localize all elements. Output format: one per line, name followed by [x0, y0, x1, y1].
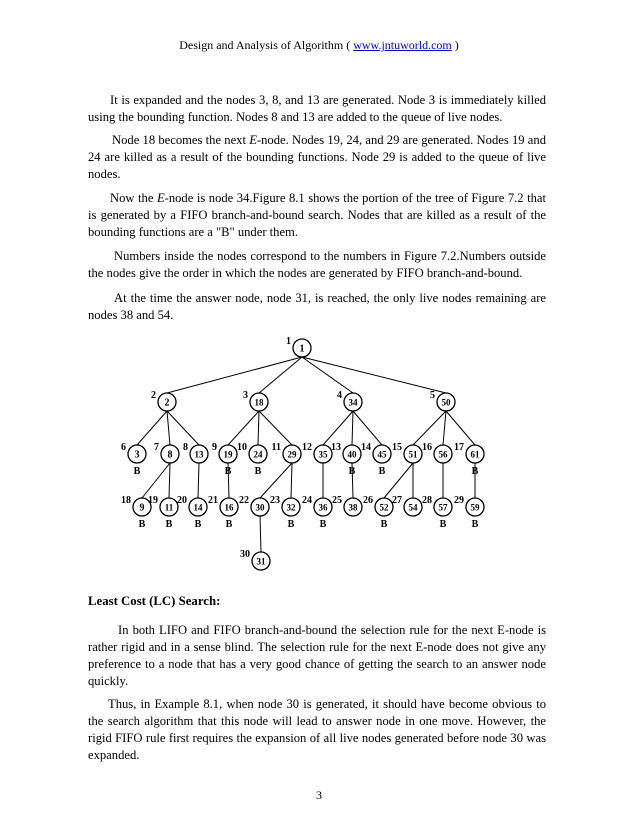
- tree-node-order: 30: [240, 549, 250, 560]
- tree-node-order: 22: [239, 495, 249, 506]
- tree-node-killed-label: B: [319, 519, 327, 530]
- tree-edge: [260, 516, 261, 552]
- tree-edge: [443, 411, 446, 445]
- tree-node-id: 18: [254, 397, 264, 408]
- tree-node-45: [361, 442, 391, 477]
- page-number: 3: [316, 788, 322, 802]
- tree-node-29: [272, 442, 301, 463]
- tree-node-order: 8: [183, 442, 188, 453]
- tree-edge: [259, 411, 292, 445]
- tree-node-9: [121, 495, 151, 530]
- tree-node-order: 2: [151, 390, 156, 401]
- tree-node-id: 24: [253, 449, 263, 460]
- tree-node-34: [337, 390, 362, 411]
- tree-node-id: 36: [318, 502, 328, 513]
- tree-node-killed-label: B: [138, 519, 146, 530]
- tree-node-order: 21: [208, 495, 218, 506]
- tree-edge: [353, 411, 382, 445]
- tree-node-51: [392, 442, 422, 463]
- tree-node-order: 25: [332, 495, 342, 506]
- tree-edge: [446, 411, 475, 445]
- tree-node-id: 56: [438, 449, 448, 460]
- paragraph-3-text-a: Now the: [110, 191, 157, 205]
- tree-node-11: [148, 495, 178, 530]
- header-link[interactable]: www.jntuworld.com: [353, 38, 452, 52]
- tree-node-14: [177, 495, 207, 530]
- tree-node-order: 16: [422, 442, 432, 453]
- tree-node-24: [237, 442, 267, 477]
- paragraph-4: Numbers inside the nodes correspond to the numbers in Figure 7.2.Numbers outside the nodes give the order in which the nodes are generated by FIFO branch-and-bound.: [88, 249, 546, 280]
- tree-node-killed-label: B: [348, 466, 356, 477]
- tree-node-order: 1: [286, 336, 291, 347]
- tree-node-id: 31: [256, 556, 266, 567]
- page-header: [0, 38, 638, 53]
- tree-node-order: 29: [454, 495, 464, 506]
- tree-edge: [302, 357, 353, 393]
- tree-edge: [167, 411, 170, 445]
- tree-node-31: [240, 549, 270, 570]
- tree-node-30: [239, 495, 269, 516]
- tree-node-id: 52: [379, 502, 389, 513]
- tree-node-57: [422, 495, 452, 530]
- tree-node-59: [454, 495, 484, 530]
- tree-edge: [142, 463, 170, 498]
- tree-edge: [384, 463, 413, 498]
- tree-node-id: 59: [470, 502, 480, 513]
- tree-node-56: [422, 442, 452, 463]
- tree-node-id: 2: [164, 397, 170, 409]
- tree-edge: [167, 357, 302, 393]
- tree-node-id: 11: [164, 502, 174, 513]
- paragraph-7: Thus, in Example 8.1, when node 30 is generated, it should have become obvious to the search algorithm that this node will lead to answer node in one move. However, the rigid FIFO rule first requires the expansion of all live nodes generated before node 30 was expanded.: [88, 697, 546, 762]
- tree-node-order: 4: [337, 390, 342, 401]
- tree-node-order: 17: [454, 442, 464, 453]
- tree-edge: [169, 463, 170, 498]
- tree-node-35: [302, 442, 332, 463]
- tree-node-killed-label: B: [471, 519, 479, 530]
- paragraph-2: [88, 132, 546, 183]
- tree-node-13: [183, 442, 208, 463]
- tree-node-16: [208, 495, 238, 530]
- fifo-tree-figure: [112, 332, 512, 572]
- tree-edge: [291, 463, 292, 498]
- tree-node-killed-label: B: [287, 519, 295, 530]
- tree-edge: [198, 463, 199, 498]
- tree-node-order: 19: [148, 495, 158, 506]
- tree-node-id: 38: [348, 502, 358, 513]
- tree-node-50: [430, 390, 455, 411]
- tree-node-id: 1: [299, 343, 305, 355]
- tree-node-killed-label: B: [254, 466, 262, 477]
- tree-node-38: [332, 495, 362, 516]
- tree-node-killed-label: B: [380, 519, 388, 530]
- tree-node-order: 13: [331, 442, 341, 453]
- tree-node-id: 61: [470, 449, 480, 460]
- paragraph-5: At the time the answer node, node 31, is reached, the only live nodes remaining are nodes 38 and 54.: [88, 291, 546, 322]
- tree-node-order: 20: [177, 495, 187, 506]
- tree-node-id: 3: [134, 449, 140, 461]
- tree-node-order: 12: [302, 442, 312, 453]
- tree-node-order: 6: [121, 442, 126, 453]
- paragraph-3-italic: E: [156, 191, 165, 205]
- tree-node-order: 7: [154, 442, 159, 453]
- tree-node-killed-label: B: [165, 519, 173, 530]
- tree-node-id: 45: [377, 449, 387, 460]
- paragraph-3: [88, 190, 546, 241]
- tree-node-id: 50: [441, 397, 451, 408]
- tree-node-id: 9: [139, 502, 145, 514]
- tree-edge: [413, 411, 446, 445]
- tree-node-order: 9: [212, 442, 217, 453]
- tree-node-killed-label: B: [439, 519, 447, 530]
- tree-node-8: [154, 442, 179, 463]
- tree-node-order: 26: [363, 495, 373, 506]
- tree-node-id: 32: [286, 502, 296, 513]
- tree-node-id: 16: [224, 502, 234, 513]
- tree-node-killed-label: B: [133, 466, 141, 477]
- tree-node-killed-label: B: [224, 466, 232, 477]
- paragraph-2-text-a: Node 18 becomes the next: [112, 133, 250, 147]
- tree-node-order: 24: [302, 495, 312, 506]
- tree-node-52: [363, 495, 393, 530]
- tree-node-id: 29: [287, 449, 297, 460]
- tree-node-id: 14: [193, 502, 203, 513]
- header-title-prefix: Design and Analysis of Algorithm (: [179, 38, 354, 52]
- section-heading: Least Cost (LC) Search:: [88, 594, 221, 608]
- tree-node-id: 40: [347, 449, 357, 460]
- tree-node-killed-label: B: [225, 519, 233, 530]
- tree-node-19: [212, 442, 237, 477]
- tree-node-order: 23: [270, 495, 280, 506]
- tree-edge: [260, 463, 292, 498]
- tree-node-40: [331, 442, 361, 477]
- tree-edge: [137, 411, 167, 445]
- tree-node-killed-label: B: [378, 466, 386, 477]
- tree-node-order: 3: [243, 390, 248, 401]
- tree-node-61: [454, 442, 484, 477]
- tree-node-32: [270, 495, 300, 530]
- tree-node-id: 54: [408, 502, 418, 513]
- tree-node-2: [151, 390, 176, 411]
- tree-node-id: 51: [408, 449, 418, 460]
- tree-edge: [323, 411, 353, 445]
- tree-edge: [302, 357, 446, 393]
- tree-node-id: 19: [223, 449, 233, 460]
- tree-edge: [167, 411, 199, 445]
- tree-edge: [228, 411, 259, 445]
- tree-node-order: 5: [430, 390, 435, 401]
- tree-node-order: 18: [121, 495, 131, 506]
- tree-node-order: 14: [361, 442, 371, 453]
- paragraph-1: It is expanded and the nodes 3, 8, and 13 are generated. Node 3 is immediately killed using the bounding function. Nodes 8 and 13 are added to the queue of live nodes.: [88, 93, 546, 124]
- tree-node-3: [121, 442, 146, 477]
- paragraph-3-text-b: -node is node 34.Figure 8.1 shows the portion of the tree of Figure 7.2 that is generated by a FIFO branch-and-bound search. Nodes that are killed as a result of the bounding functions are a "B" under them.: [88, 191, 546, 239]
- tree-edge: [258, 411, 259, 445]
- tree-node-id: 8: [167, 449, 173, 461]
- tree-node-1: [286, 336, 311, 357]
- tree-node-killed-label: B: [471, 466, 479, 477]
- tree-node-54: [392, 495, 422, 516]
- header-title-suffix: ): [451, 38, 459, 52]
- tree-node-18: [243, 390, 268, 411]
- tree-node-order: 15: [392, 442, 402, 453]
- tree-node-killed-label: B: [194, 519, 202, 530]
- tree-node-id: 57: [438, 502, 448, 513]
- paragraph-2-italic: E: [249, 133, 257, 147]
- tree-node-order: 28: [422, 495, 432, 506]
- tree-node-36: [302, 495, 332, 530]
- paragraph-2-text-b: -node. Nodes 19, 24, and 29 are generated. Nodes 19 and 24 are killed as a result of the bounding functions. Node 29 is added to the queue of live nodes.: [88, 133, 546, 181]
- tree-node-id: 35: [318, 449, 328, 460]
- paragraph-6: In both LIFO and FIFO branch-and-bound the selection rule for the next E-node is rather rigid and in a sense blind. The selection rule for the next E-node does not give any preference to a node that has a very good chance of getting the search to an answer node quickly.: [88, 623, 546, 688]
- tree-node-id: 34: [348, 397, 358, 408]
- tree-edge: [352, 411, 353, 445]
- tree-node-id: 13: [194, 449, 204, 460]
- tree-node-id: 30: [255, 502, 265, 513]
- tree-node-order: 10: [237, 442, 247, 453]
- tree-node-order: 11: [271, 442, 281, 453]
- tree-node-order: 27: [392, 495, 402, 506]
